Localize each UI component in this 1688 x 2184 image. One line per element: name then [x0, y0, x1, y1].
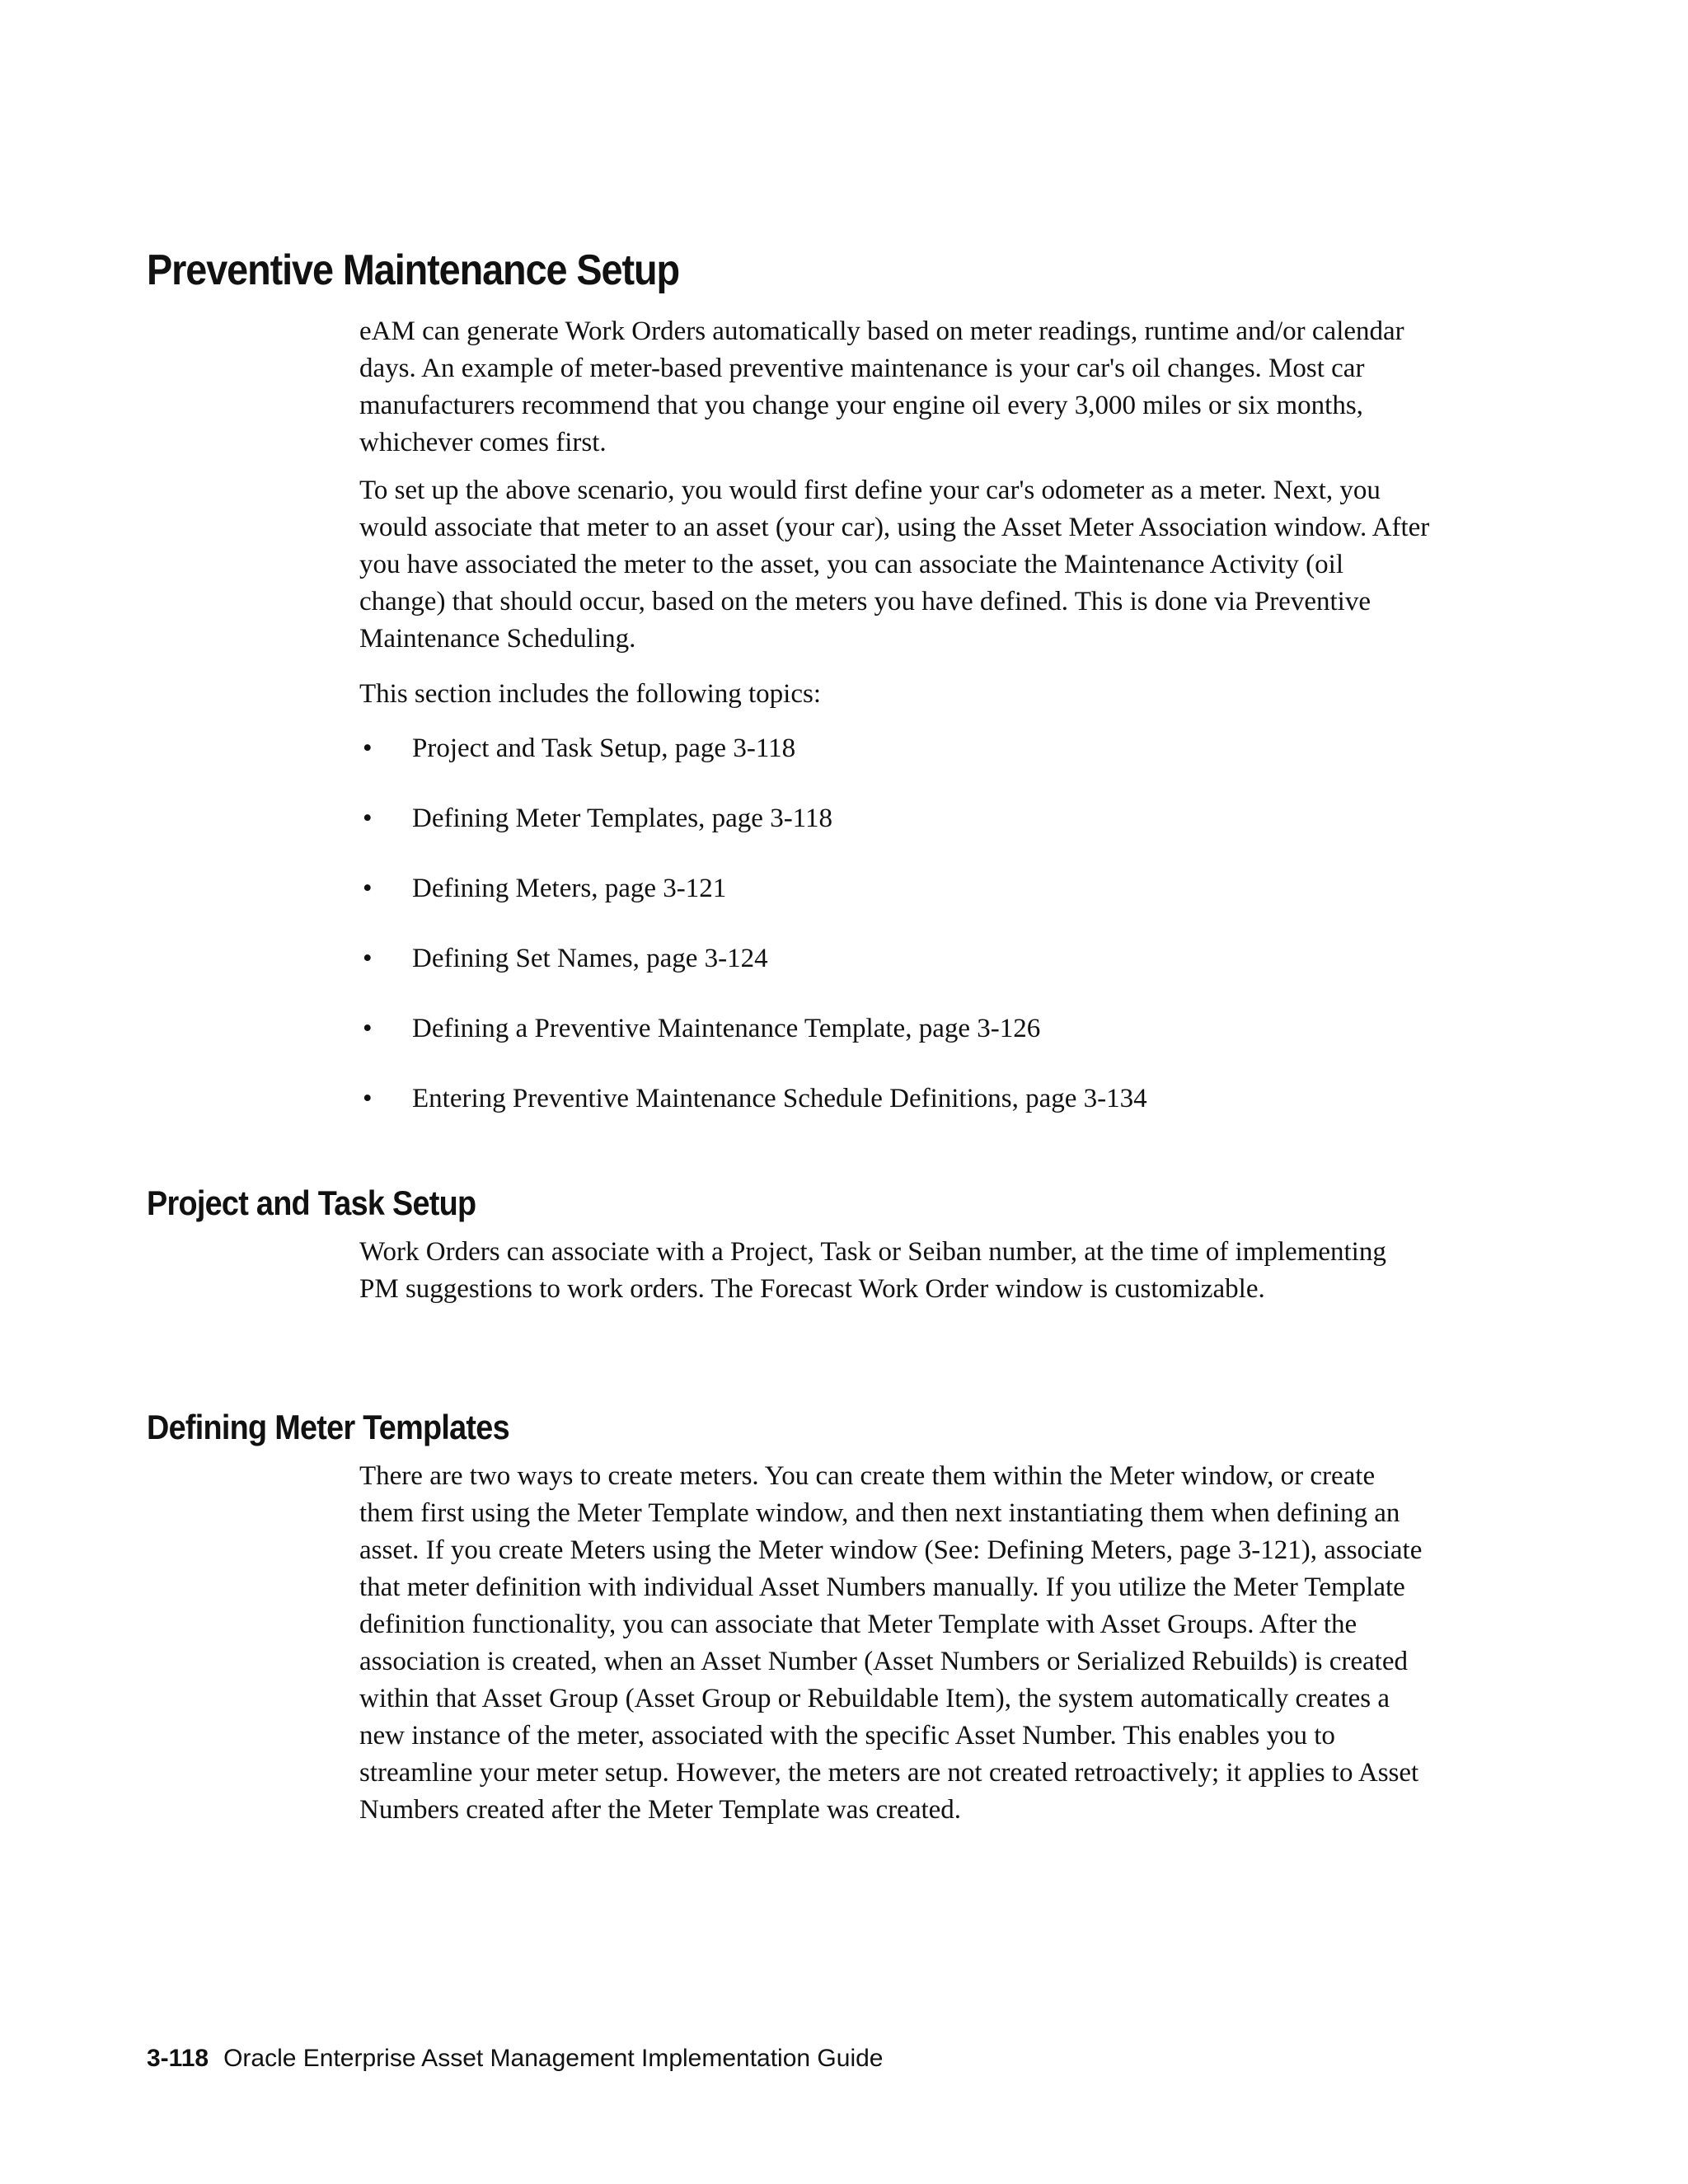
topic-item[interactable]	[359, 870, 1431, 940]
topic-item[interactable]	[359, 940, 1431, 1010]
page-footer	[147, 2042, 883, 2075]
intro-paragraph: eAM can generate Work Orders automatically based on meter readings, runtime and/or calendar days. An example of meter-based preventive maintenance is your car's oil changes. Most car manufacturers recommend that you change your engine oil every 3,000 miles or six months, whichever comes first.	[359, 316, 1404, 457]
project-task-paragraph: Work Orders can associate with a Project, Task or Seiban number, at the time of implementing PM suggestions to work orders. The Forecast Work Order window is customizable.	[359, 1237, 1386, 1304]
topic-link[interactable]: Defining a Preventive Maintenance Template, page 3-126	[412, 1014, 1041, 1043]
topic-link[interactable]: Defining Meters, page 3-121	[412, 874, 727, 903]
topics-intro: This section includes the following topics:	[359, 679, 822, 709]
topic-item[interactable]	[359, 1080, 1431, 1151]
bullet-icon: •	[363, 874, 373, 903]
topic-item[interactable]	[359, 1010, 1431, 1080]
guide-title: Oracle Enterprise Asset Management Implementation Guide	[223, 2045, 884, 2072]
topic-item[interactable]	[359, 800, 1431, 870]
intro-paragraph: To set up the above scenario, you would first define your car's odometer as a meter. Next, you would associate that meter to an asset (your car), using the Asset Meter Association window. After you have associated the meter to the asset, you can associate the Maintenance Activity (oil change) that should occur, based on the meters you have defined. This is done via Preventive Maintenance Scheduling.	[359, 476, 1430, 654]
page-number: 3-118	[147, 2045, 209, 2072]
bullet-icon: •	[363, 804, 373, 833]
section-heading-meter-templates: Defining Meter Templates	[147, 1408, 509, 1446]
bullet-icon: •	[363, 1014, 373, 1043]
section-heading-project-task: Project and Task Setup	[147, 1183, 476, 1222]
topic-link[interactable]: Defining Meter Templates, page 3-118	[412, 804, 832, 833]
bullet-icon: •	[363, 733, 373, 763]
topic-item[interactable]	[359, 730, 1431, 800]
bullet-icon: •	[363, 1084, 373, 1113]
bullet-icon: •	[363, 944, 373, 973]
topic-list	[359, 730, 1431, 1151]
topic-link[interactable]: Project and Task Setup, page 3-118	[412, 733, 796, 763]
topic-link[interactable]: Entering Preventive Maintenance Schedule Definitions, page 3-134	[412, 1084, 1147, 1113]
meter-templates-paragraph: There are two ways to create meters. You can create them within the Meter window, or create them first using the Meter Template window, and then next instantiating them when defining an asset. If you create Meters using the Meter window (See: Defining Meters, page 3-121), associate that meter definition with individual Asset Numbers manually. If you utilize the Meter Template definition functionality, you can associate that Meter Template with Asset Groups. After the association is created, when an Asset Number (Asset Numbers or Serialized Rebuilds) is created within that Asset Group (Asset Group or Rebuildable Item), the system automatically creates a new instance of the meter, associated with the specific Asset Number. This enables you to streamline your meter setup. However, the meters are not created retroactively; it applies to Asset Numbers created after the Meter Template was created.	[359, 1461, 1423, 1825]
page-title: Preventive Maintenance Setup	[147, 246, 679, 294]
topic-link[interactable]: Defining Set Names, page 3-124	[412, 944, 768, 973]
